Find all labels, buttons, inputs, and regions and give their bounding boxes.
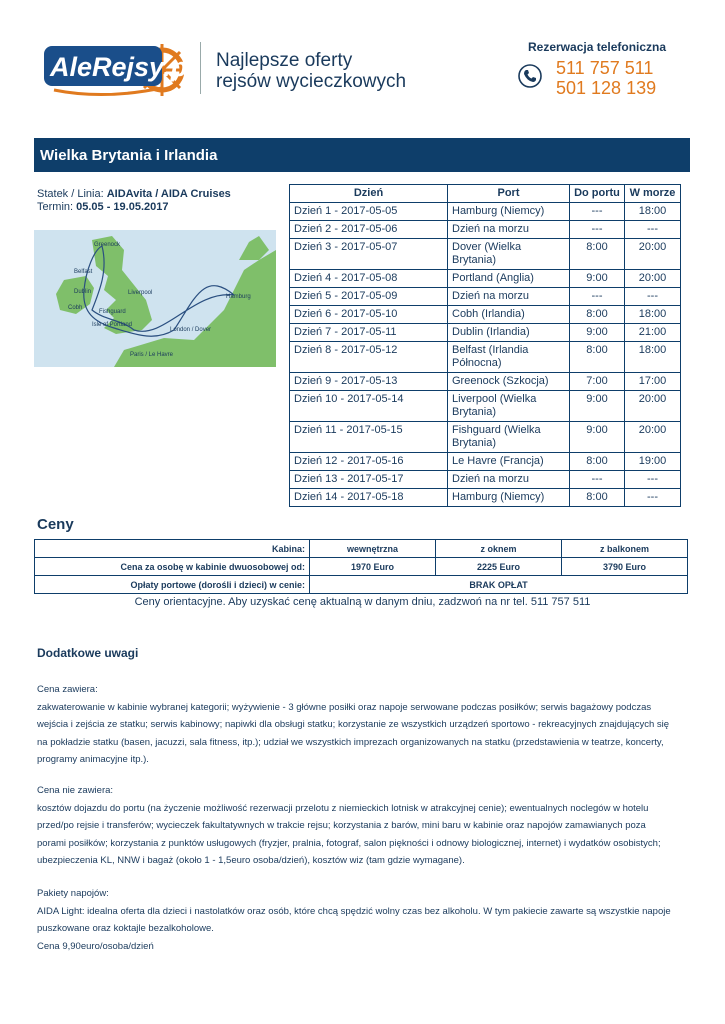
itinerary-departure: --- (625, 471, 681, 489)
price-internal: 1970 Euro (310, 558, 436, 576)
itinerary-day: Dzień 12 - 2017-05-16 (290, 453, 448, 471)
map-label-belfast: Belfast (74, 269, 93, 275)
term-label: Termin: (37, 201, 74, 213)
itinerary-port: Belfast (Irlandia Północna) (448, 342, 570, 373)
excludes-title: Cena nie zawiera: (37, 785, 114, 796)
prices-row-port-fees (35, 576, 688, 594)
itinerary-body (290, 203, 681, 507)
excludes-text: kosztów dojazdu do portu (na życzenie możliwość rezerwacji przelotu z niemieckich lotnisk w atrakcyjnej cenie); ewentualnych noclegów w hotelu przed/po rejsie i transferów; wycieczek fakultatywnych w trakcie rejsu; korzystania z barów, mini baru w kabinie oraz napojów zamawianych poza porami posiłków; korzystania z punktów usługowych (fryzjer, pralnia, fotograf, salon piękności i odnowy biologicznej, internet) i wydatków osobistych; ubezpieczenia KL, NNW i bagaż (około 1 - 1,5euro osoba/dzień), kosztów wiz (tam gdzie wymagane). (37, 802, 661, 866)
itinerary-departure: 20:00 (625, 270, 681, 288)
itinerary-arrival: 9:00 (570, 324, 625, 342)
itinerary-departure: 20:00 (625, 391, 681, 422)
page-title: Wielka Brytania i Irlandia (40, 147, 218, 164)
itinerary-row (290, 489, 681, 507)
price-note: Ceny orientacyjne. Aby uzyskać cenę aktualną w danym dniu, zadzwoń na nr tel. 511 757 511 (134, 596, 591, 608)
ship-info (37, 188, 231, 214)
ship-label: Statek / Linia: (37, 188, 104, 200)
header-divider (200, 42, 201, 94)
itinerary-departure: 19:00 (625, 453, 681, 471)
itinerary-port: Portland (Anglia) (448, 270, 570, 288)
itinerary-day: Dzień 11 - 2017-05-15 (290, 422, 448, 453)
itinerary-port: Dzień na morzu (448, 288, 570, 306)
itinerary-departure: 21:00 (625, 324, 681, 342)
price-label: Cena za osobę w kabinie dwuosobowej od: (35, 558, 310, 576)
itinerary-day: Dzień 6 - 2017-05-10 (290, 306, 448, 324)
map-label-cobh: Cobh (68, 305, 83, 311)
itinerary-port: Hamburg (Niemcy) (448, 489, 570, 507)
itinerary-arrival: 9:00 (570, 422, 625, 453)
itinerary-port: Hamburg (Niemcy) (448, 203, 570, 221)
itinerary-port: Dzień na morzu (448, 471, 570, 489)
itinerary-day: Dzień 9 - 2017-05-13 (290, 373, 448, 391)
itinerary-departure: --- (625, 221, 681, 239)
itinerary-departure: --- (625, 489, 681, 507)
itinerary-row (290, 288, 681, 306)
itinerary-arrival: 7:00 (570, 373, 625, 391)
logo-graphic (44, 40, 184, 102)
map-label-greenock: Greenock (94, 242, 121, 248)
prices-row-cabin (35, 540, 688, 558)
itinerary-header-arrival: Do portu (570, 185, 625, 203)
map-label-isle: Isle of Portland (92, 322, 133, 328)
itinerary-arrival: --- (570, 221, 625, 239)
itinerary-row (290, 306, 681, 324)
drinks-title: Pakiety napojów: (37, 888, 109, 899)
title-bar (34, 138, 690, 172)
itinerary-port: Dover (Wielka Brytania) (448, 239, 570, 270)
phone-number-2[interactable]: 501 128 139 (556, 78, 657, 98)
includes-title: Cena zawiera: (37, 684, 98, 695)
itinerary-arrival: 8:00 (570, 489, 625, 507)
itinerary-day: Dzień 14 - 2017-05-18 (290, 489, 448, 507)
drinks-price: Cena 9,90euro/osoba/dzień (37, 940, 154, 952)
map-label-fishguard: Fishguard (99, 309, 126, 315)
itinerary-departure: 20:00 (625, 422, 681, 453)
itinerary-day: Dzień 1 - 2017-05-05 (290, 203, 448, 221)
itinerary-row (290, 373, 681, 391)
itinerary-row (290, 453, 681, 471)
itinerary-departure: 18:00 (625, 342, 681, 373)
itinerary-header-departure: W morze (625, 185, 681, 203)
itinerary-day: Dzień 13 - 2017-05-17 (290, 471, 448, 489)
itinerary-header-day: Dzień (290, 185, 448, 203)
itinerary-arrival: 8:00 (570, 239, 625, 270)
itinerary-table (289, 184, 681, 507)
prices-row-price (35, 558, 688, 576)
itinerary-header-port: Port (448, 185, 570, 203)
itinerary-row (290, 422, 681, 453)
price-window: 2225 Euro (436, 558, 562, 576)
logo[interactable] (44, 40, 184, 102)
itinerary-departure: --- (625, 288, 681, 306)
itinerary-row (290, 471, 681, 489)
map-label-london: London / Dover (170, 327, 212, 333)
itinerary-port: Dublin (Irlandia) (448, 324, 570, 342)
itinerary-arrival: --- (570, 203, 625, 221)
route-map (34, 230, 276, 367)
itinerary-row (290, 324, 681, 342)
phone-icon (518, 64, 542, 88)
itinerary-day: Dzień 7 - 2017-05-11 (290, 324, 448, 342)
cabin-internal: wewnętrzna (310, 540, 436, 558)
map-label-dublin: Dublin (74, 289, 92, 295)
phone-block (528, 40, 666, 98)
notes-heading: Dodatkowe uwagi (37, 646, 139, 660)
phone-number-1[interactable]: 511 757 511 (556, 58, 654, 78)
itinerary-port: Le Havre (Francja) (448, 453, 570, 471)
port-fees-value: BRAK OPŁAT (310, 576, 688, 594)
cabin-window: z oknem (436, 540, 562, 558)
itinerary-port: Cobh (Irlandia) (448, 306, 570, 324)
itinerary-arrival: --- (570, 288, 625, 306)
itinerary-arrival: 8:00 (570, 306, 625, 324)
excludes-section (37, 782, 677, 870)
phone-title: Rezerwacja telefoniczna (528, 40, 667, 54)
drinks-text: AIDA Light: idealna oferta dla dzieci i nastolatków oraz osób, które chcą spędzić wolny czas bez alkoholu. W tym pakiecie zawarte są wszystkie napoje puszkowane oraz koktajle bezalkoholowe. (37, 905, 671, 934)
tagline (216, 50, 406, 92)
map-label-paris: Paris / Le Havre (130, 352, 174, 358)
itinerary-row (290, 391, 681, 422)
itinerary-row (290, 270, 681, 288)
includes-section (37, 681, 677, 769)
itinerary-arrival: 8:00 (570, 342, 625, 373)
itinerary-departure: 18:00 (625, 203, 681, 221)
logo-text: AleRejsy.pl (50, 52, 184, 82)
price-balcony: 3790 Euro (562, 558, 688, 576)
itinerary-departure: 18:00 (625, 306, 681, 324)
tagline-line1: Najlepsze oferty (216, 50, 353, 71)
port-fees-label: Opłaty portowe (dorośli i dzieci) w cenie: (35, 576, 310, 594)
itinerary-day: Dzień 8 - 2017-05-12 (290, 342, 448, 373)
itinerary-port: Liverpool (Wielka Brytania) (448, 391, 570, 422)
term-value: 05.05 - 19.05.2017 (76, 201, 169, 213)
itinerary-day: Dzień 5 - 2017-05-09 (290, 288, 448, 306)
itinerary-arrival: 9:00 (570, 270, 625, 288)
includes-text: zakwaterowanie w kabinie wybranej kategorii; wyżywienie - 3 główne posiłki oraz napoje serwowane podczas posiłków; serwis bagażowy podczas wejścia i zejścia ze statku; serwis kabinowy; napiwki dla obsługi statku; korzystanie ze wszystkich urządzeń sportowo - rekreacyjnych znajdujących się na pokładzie statku (basen, jacuzzi, sala fitness, itp.); udział we wszystkich imprezach organizowanych na statku (przedstawienia w teatrze, koncerty, programy animacyjne itp.). (37, 701, 670, 765)
itinerary-row (290, 203, 681, 221)
tagline-line2: rejsów wycieczkowych (216, 71, 407, 92)
itinerary-row (290, 342, 681, 373)
itinerary-arrival: --- (570, 471, 625, 489)
map-label-hamburg: Hamburg (226, 294, 251, 300)
map-label-liverpool: Liverpool (128, 290, 153, 296)
ship-value: AIDAvita / AIDA Cruises (106, 188, 231, 200)
cabin-balcony: z balkonem (562, 540, 688, 558)
itinerary-departure: 17:00 (625, 373, 681, 391)
itinerary-arrival: 9:00 (570, 391, 625, 422)
cabin-label: Kabina: (35, 540, 310, 558)
itinerary-row (290, 239, 681, 270)
itinerary-header-row (290, 185, 681, 203)
prices-heading: Ceny (37, 516, 74, 533)
itinerary-day: Dzień 2 - 2017-05-06 (290, 221, 448, 239)
itinerary-row (290, 221, 681, 239)
itinerary-port: Greenock (Szkocja) (448, 373, 570, 391)
prices-table (34, 539, 688, 594)
itinerary-port: Fishguard (Wielka Brytania) (448, 422, 570, 453)
itinerary-departure: 20:00 (625, 239, 681, 270)
itinerary-day: Dzień 10 - 2017-05-14 (290, 391, 448, 422)
itinerary-arrival: 8:00 (570, 453, 625, 471)
itinerary-port: Dzień na morzu (448, 221, 570, 239)
itinerary-day: Dzień 4 - 2017-05-08 (290, 270, 448, 288)
drinks-section (37, 885, 677, 955)
itinerary-day: Dzień 3 - 2017-05-07 (290, 239, 448, 270)
